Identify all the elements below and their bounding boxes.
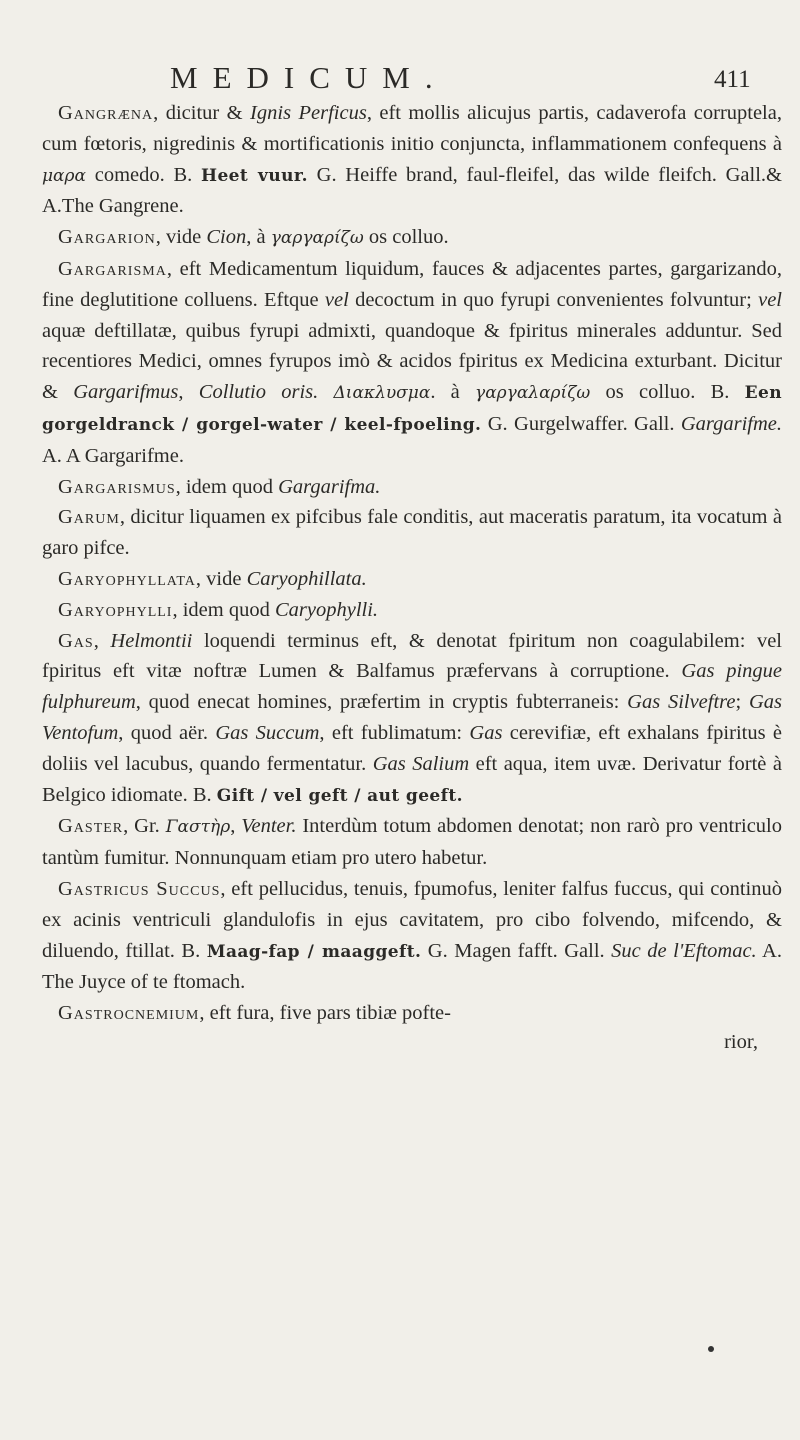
headword: Gas <box>58 629 94 652</box>
headword: Gaster <box>58 815 124 838</box>
headword: Gargarismus <box>58 475 176 498</box>
entry-text: , quod aër. <box>118 721 216 744</box>
dictionary-entry <box>42 998 782 1029</box>
italic-text: Gas pingue fulphureum <box>42 660 782 714</box>
entry-text: os colluo. B. <box>590 381 745 404</box>
dutch-gothic-text: Een gorgeldranck / gorgel-water / keel-fpoeling. <box>42 383 783 435</box>
entry-text: aquæ deftillatæ, quibus fyrupi admixti, quandoque & fpiritus minerales adduntur. Sed recentiores Medici, omnes fyrupos imò & acidos fpiritus ex Medicina exturbant. Dicitur & <box>42 319 782 404</box>
entry-text: , quod enecat homines, præfertim in cryptis fubterraneis: <box>135 691 628 714</box>
dictionary-entry <box>42 254 782 472</box>
greek-text: γαργαλαρίζω <box>475 383 591 404</box>
italic-text: Collutio oris. <box>198 381 319 404</box>
entry-text: A. The Juyce of te ftomach. <box>42 939 782 994</box>
entry-text: A. A Gargarifme. <box>42 444 184 467</box>
entry-text: , à <box>246 226 271 249</box>
entry-text <box>318 381 333 403</box>
entry-text: , <box>230 815 242 838</box>
italic-text: Venter. <box>241 815 297 838</box>
italic-text: vel <box>324 288 349 311</box>
entry-text: cerevifiæ, eft exhalans fpiritus è doliis vel lacubus, quando fermentatur. <box>42 721 782 775</box>
dutch-gothic-text: Gift / vel geft / aut geeft. <box>216 785 463 806</box>
entry-text: , eft Medicamentum liquidum, fauces & adjacentes partes, gargarizando, fine deglutitione colluens. Eftque <box>42 257 782 311</box>
dutch-gothic-text: Heet vuur. <box>200 165 308 186</box>
dictionary-entry <box>42 626 782 812</box>
headword: Garum <box>58 506 120 529</box>
entry-text: , dicitur liquamen ex pifcibus fale conditis, aut maceratis paratum, ita vocatum à garo pifce. <box>42 506 782 560</box>
italic-text: Helmontii <box>110 629 193 652</box>
entry-text: os colluo. <box>363 226 449 249</box>
italic-text: vel <box>758 288 782 311</box>
ink-speck <box>708 1346 714 1352</box>
greek-text: Διακλυσμα <box>333 383 431 404</box>
italic-text: Gargarifmus <box>73 381 179 404</box>
dutch-gothic-text: Maag-fap / maaggeft. <box>206 941 422 962</box>
dictionary-text <box>42 98 782 1058</box>
dictionary-entry <box>42 502 782 564</box>
headword: Gastricus Succus <box>58 877 221 900</box>
headword: Gargarion <box>58 226 156 249</box>
entry-text: comedo. B. <box>86 163 201 186</box>
dictionary-entry <box>42 222 782 254</box>
catchword: rior, <box>724 1030 758 1053</box>
greek-text: Γαστὴρ <box>165 817 231 838</box>
entry-text: , <box>93 629 111 652</box>
entry-text: G. Magen fafft. Gall. <box>421 939 612 962</box>
italic-text: Gargarifme. <box>680 412 783 435</box>
headword: Gargarisma <box>58 257 167 280</box>
entry-text: , vide <box>195 567 247 590</box>
italic-text: Gas Salium <box>372 752 470 775</box>
dictionary-entry <box>42 595 782 626</box>
page-number: 411 <box>714 66 751 93</box>
entry-text: , eft fublimatum: <box>319 721 470 744</box>
dictionary-entry <box>42 98 782 222</box>
entry-text: , eft mollis alicujus partis, cadaverofa corruptela, cum fœtoris, nigredinis & mortificationis initio conjuncta, inflammationem confequens à <box>42 102 782 155</box>
dictionary-entry <box>42 874 782 998</box>
greek-text: γαργαρίζω <box>270 228 364 249</box>
running-title: MEDICUM. <box>170 60 448 95</box>
entry-text: , Gr. <box>123 815 166 838</box>
dictionary-entry <box>42 472 782 503</box>
entry-text: , eft pellucidus, tenuis, fpumofus, leniter falfus fuccus, qui continuò ex acinis ventriculi glandulofis in ejus cavitatem, pro cibo folvendo, mifcendo, & diluendo, ftillat. B. <box>42 877 783 962</box>
italic-text: Ignis Perficus <box>250 102 367 124</box>
italic-text: Gas <box>469 721 503 744</box>
italic-text: Caryophillata. <box>246 567 367 590</box>
headword: Gangræna <box>58 102 154 124</box>
entry-text: , vide <box>155 226 207 249</box>
entry-text: loquendi terminus eft, & denotat fpiritum non coagulabilem: vel fpiritus eft vitæ noftræ Lumen & Balfamus præfervans à corruptione. <box>42 629 782 683</box>
entry-text: eft aqua, item uvæ. Derivatur fortè à Belgico idiomate. B. <box>42 752 782 806</box>
dictionary-entry <box>42 564 782 595</box>
headword: Garyophyllata <box>58 567 196 590</box>
italic-text: Gargarifma. <box>278 475 381 498</box>
entry-text: , <box>178 381 199 404</box>
entry-text: , dicitur & <box>153 102 251 124</box>
entry-text: G. Gurgelwaffer. Gall. <box>481 412 681 435</box>
italic-text: Gas Succum <box>215 721 320 744</box>
entry-text: , idem quod <box>175 475 279 498</box>
greek-text: μαρα <box>42 165 87 186</box>
headword: Garyophylli <box>58 598 173 621</box>
entry-text: ; <box>735 691 749 714</box>
italic-text: Gas Silveftre <box>627 691 736 714</box>
entry-text: G. Heiffe brand, faul-fleifel, das wilde fleifch. Gall.& A.The Gangrene. <box>42 163 782 218</box>
entry-text: . à <box>430 381 476 404</box>
italic-text: Cion <box>206 226 247 249</box>
dictionary-entry <box>42 811 782 874</box>
entry-text: , eft fura, five pars tibiæ pofte- <box>199 1002 451 1025</box>
italic-text: Suc de l'Eftomac. <box>611 939 757 962</box>
italic-text: Caryophylli. <box>274 598 379 621</box>
entry-text: , idem quod <box>172 598 275 621</box>
italic-text: Gas Ventofum <box>42 691 783 744</box>
entry-text: Interdùm totum abdomen denotat; non rarò pro ventriculo tantùm fumitur. Nonnunquam etiam pro utero habetur. <box>42 815 783 870</box>
entry-text: decoctum in quo fyrupi convenientes folvuntur; <box>348 288 759 311</box>
headword: Gastrocnemium <box>58 1002 200 1025</box>
